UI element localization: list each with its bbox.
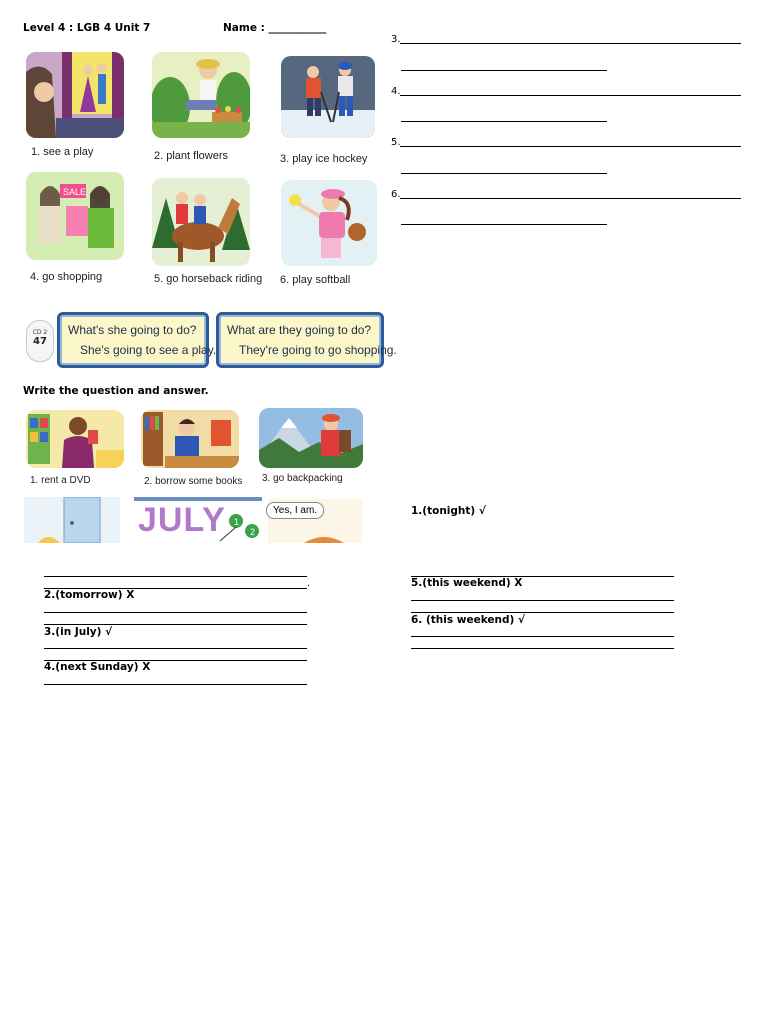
worksheet-level: Level 4 : LGB 4 Unit 7 bbox=[23, 22, 151, 34]
cd-track-badge bbox=[26, 320, 54, 362]
name-field-label[interactable]: Name : ___________ bbox=[223, 22, 327, 34]
answer-line-6c[interactable] bbox=[411, 636, 674, 637]
grammar-question-they: What are they going to do? bbox=[227, 323, 372, 337]
prompt-1-tonight: 1.(tonight) √ bbox=[411, 505, 486, 517]
answer-line-6a[interactable] bbox=[400, 198, 741, 199]
july-calendar-text: JULY bbox=[138, 501, 226, 539]
answer-line-1a[interactable] bbox=[44, 576, 307, 577]
picture-see-a-play bbox=[26, 52, 124, 138]
grammar-box-they bbox=[216, 312, 397, 368]
answer-line-6b[interactable] bbox=[401, 224, 607, 225]
svg-text:1: 1 bbox=[234, 517, 240, 527]
picture-play-ice-hockey bbox=[281, 56, 375, 138]
line-number-6: 6. bbox=[391, 189, 401, 200]
answer-line-5d[interactable] bbox=[411, 612, 674, 613]
caption-go-horseback-riding: 5. go horseback riding bbox=[154, 273, 263, 285]
answer-line-2a[interactable] bbox=[44, 612, 307, 613]
caption-borrow-some-books: 2. borrow some books bbox=[144, 476, 243, 487]
mountain-illustration bbox=[259, 408, 363, 468]
answer-line-3a[interactable] bbox=[400, 43, 741, 44]
answer-line-5b[interactable] bbox=[401, 173, 607, 174]
picture-go-horseback-riding bbox=[152, 178, 250, 266]
library-illustration bbox=[141, 410, 239, 468]
shopping-illustration bbox=[26, 172, 124, 260]
line-number-4: 4. bbox=[391, 86, 401, 97]
line-number-5: 5. bbox=[391, 137, 401, 148]
garden-illustration bbox=[152, 52, 250, 138]
answer-line-5c[interactable] bbox=[411, 600, 674, 601]
answer-line-5a[interactable] bbox=[400, 146, 741, 147]
dvd-store-illustration bbox=[26, 410, 124, 468]
softball-illustration bbox=[281, 180, 377, 266]
answer-line-4c[interactable] bbox=[44, 684, 307, 685]
caption-play-ice-hockey: 3. play ice hockey bbox=[280, 153, 368, 165]
answer-line-6d[interactable] bbox=[411, 648, 674, 649]
theater-illustration bbox=[26, 52, 124, 138]
prompt-5-this-weekend: 5.(this weekend) X bbox=[411, 577, 523, 589]
picture-borrow-some-books bbox=[141, 410, 239, 468]
answer-line-4b[interactable] bbox=[401, 121, 607, 122]
picture-plant-flowers bbox=[152, 52, 250, 138]
svg-text:SALE: SALE bbox=[63, 187, 87, 197]
section-title: Write the question and answer. bbox=[23, 385, 209, 397]
answer-line-3b[interactable] bbox=[401, 70, 607, 71]
svg-text:2: 2 bbox=[250, 527, 256, 537]
grammar-answer-they: They're going to go shopping. bbox=[239, 343, 397, 357]
prompt-6-this-weekend: 6. (this weekend) √ bbox=[411, 614, 525, 626]
prompt-4-next-sunday: 4.(next Sunday) X bbox=[44, 661, 151, 673]
line-number-3: 3. bbox=[391, 34, 401, 45]
caption-rent-a-dvd: 1. rent a DVD bbox=[30, 475, 91, 486]
answer-period: . bbox=[307, 578, 311, 589]
answer-line-4a[interactable] bbox=[400, 95, 741, 96]
horseback-illustration bbox=[152, 178, 250, 266]
grammar-answer-she: She's going to see a play. bbox=[80, 343, 217, 357]
picture-rent-a-dvd bbox=[26, 410, 124, 468]
picture-play-softball bbox=[281, 180, 377, 266]
prompt-3-in-july: 3.(in July) √ bbox=[44, 626, 113, 638]
caption-play-softball: 6. play softball bbox=[280, 274, 351, 286]
cd-label: CD 2 bbox=[32, 329, 48, 336]
ice-hockey-illustration bbox=[281, 56, 375, 138]
caption-go-shopping: 4. go shopping bbox=[30, 271, 103, 283]
picture-go-shopping bbox=[26, 172, 124, 260]
caption-go-backpacking: 3. go backpacking bbox=[262, 473, 343, 484]
picture-row-cropped bbox=[24, 497, 364, 543]
cd-number: 47 bbox=[33, 336, 47, 347]
prompt-2-tomorrow: 2.(tomorrow) X bbox=[44, 589, 135, 601]
grammar-question-she: What's she going to do? bbox=[68, 323, 197, 337]
grammar-box-she bbox=[57, 312, 217, 368]
speech-bubble: Yes, I am. bbox=[266, 502, 324, 519]
caption-plant-flowers: 2. plant flowers bbox=[154, 150, 228, 162]
answer-line-2b[interactable] bbox=[44, 624, 307, 625]
picture-go-backpacking bbox=[259, 408, 363, 468]
caption-see-a-play: 1. see a play bbox=[31, 146, 94, 158]
answer-line-3c[interactable] bbox=[44, 648, 307, 649]
